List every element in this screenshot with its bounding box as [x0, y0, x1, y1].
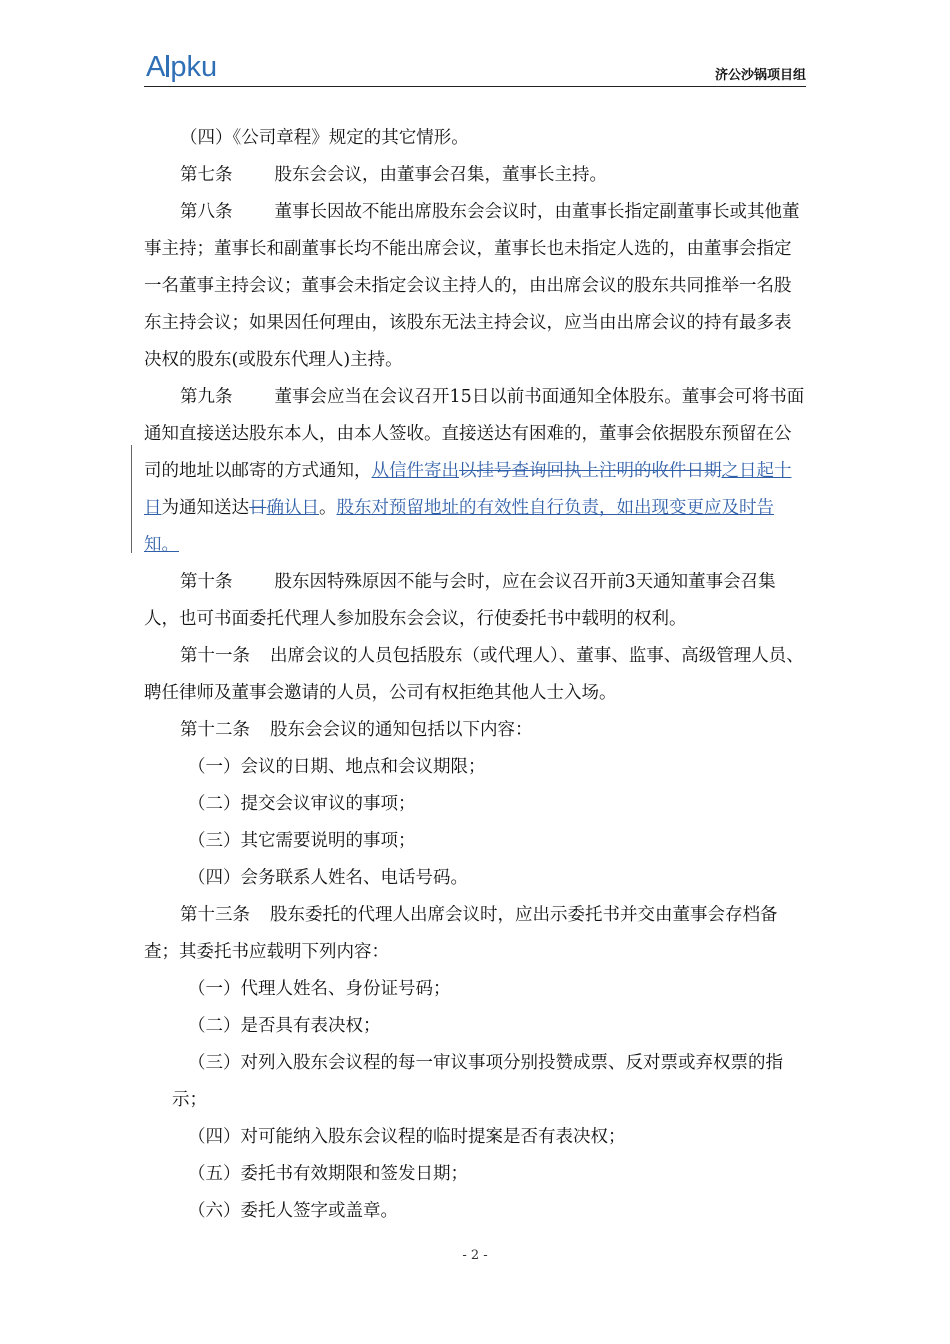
article-label: 第十三条: [180, 905, 250, 925]
article-text: 股东会会议的通知包括以下内容：: [270, 720, 533, 740]
deleted-text: 日: [249, 498, 267, 518]
list-item: （三）其它需要说明的事项；: [188, 831, 416, 851]
list-item: （六）委托人签字或盖章。: [188, 1201, 398, 1221]
article-text: 。: [319, 498, 337, 518]
article-text: 董事长因故不能出席股东会会议时，由董事长指定副董事长或其他董事主持；董事长和副董事长均不能出席会议，董事长也未指定人选的，由董事会指定一名董事主持会议；董事会未指定会议主持人的，由出席会议的股东共同推举一名股东主持会议；如果因任何理由，该股东无法主持会议，应当由出席会议的持有最多表决权的股东(或股东代理人)主持。: [144, 202, 800, 370]
list-item: （四）对可能纳入股东会议程的临时提案是否有表决权；: [188, 1127, 626, 1147]
inserted-text: 确认日: [266, 498, 319, 518]
article-10: [144, 564, 806, 638]
article-text: 董事会应当在会议召开15日以前书面通知全体股东。董事会可将书面通知直接送达股东本人，由本人签收。直接送达有困难的，董事会依据股东预留在公司的地址以邮寄的方式通知，: [144, 387, 805, 481]
inserted-text: 股东对预留地址的有效性自行负责，如出现变更应及时告知。: [144, 498, 774, 555]
list-item: （三）对列入股东会议程的每一审议事项分别投赞成票、反对票或弃权票的指示；: [172, 1053, 783, 1110]
list-item: （五）委托书有效期限和签发日期；: [188, 1164, 468, 1184]
article-12: [144, 712, 806, 749]
page-header: [144, 50, 806, 87]
article-label: 第十条: [180, 572, 233, 592]
list-item: （二）是否具有表决权；: [188, 1016, 381, 1036]
article-label: 第九条: [180, 387, 233, 407]
article-text: 股东因特殊原因不能与会时，应在会议召开前3天通知董事会召集人，也可书面委托代理人参加股东会会议，行使委托书中载明的权利。: [144, 572, 776, 629]
article-text: 出席会议的人员包括股东（或代理人）、董事、监事、高级管理人员、聘任律师及董事会邀请的人员，公司有权拒绝其他人士入场。: [144, 646, 804, 703]
deleted-text: 以挂号查询回执上注明的收件日期: [459, 461, 722, 481]
inserted-text: 从信件寄出: [371, 461, 459, 481]
article-label: 第十二条: [180, 720, 250, 740]
company-logo: A pku: [146, 51, 218, 83]
article-13: [144, 897, 806, 971]
document-body: [144, 120, 806, 1230]
list-item: （二）提交会议审议的事项；: [188, 794, 416, 814]
article-11: [144, 638, 806, 712]
article-8: [144, 194, 806, 379]
article-text: 股东会会议，由董事会召集，董事长主持。: [274, 165, 607, 185]
article-9: [144, 379, 806, 564]
header-org-name: 济公沙锅项目组: [714, 68, 806, 83]
article-label: 第八条: [180, 202, 233, 222]
paragraph-item-4: （四）《公司章程》规定的其它情形。: [180, 128, 469, 148]
article-text: 为通知送达: [161, 498, 249, 518]
list-item: （一）代理人姓名、身份证号码；: [188, 979, 451, 999]
page-number: - 2 -: [462, 1248, 488, 1263]
inserted-text: 之日起十日: [144, 461, 792, 518]
article-label: 第七条: [180, 165, 233, 185]
list-item: （一）会议的日期、地点和会议期限；: [188, 757, 486, 777]
article-7: [144, 157, 806, 194]
list-item: （四）会务联系人姓名、电话号码。: [188, 868, 468, 888]
revision-change-bar: [131, 445, 132, 553]
article-label: 第十一条: [180, 646, 250, 666]
article-text: 股东委托的代理人出席会议时，应出示委托书并交由董事会存档备查；其委托书应载明下列内容：: [144, 905, 778, 962]
